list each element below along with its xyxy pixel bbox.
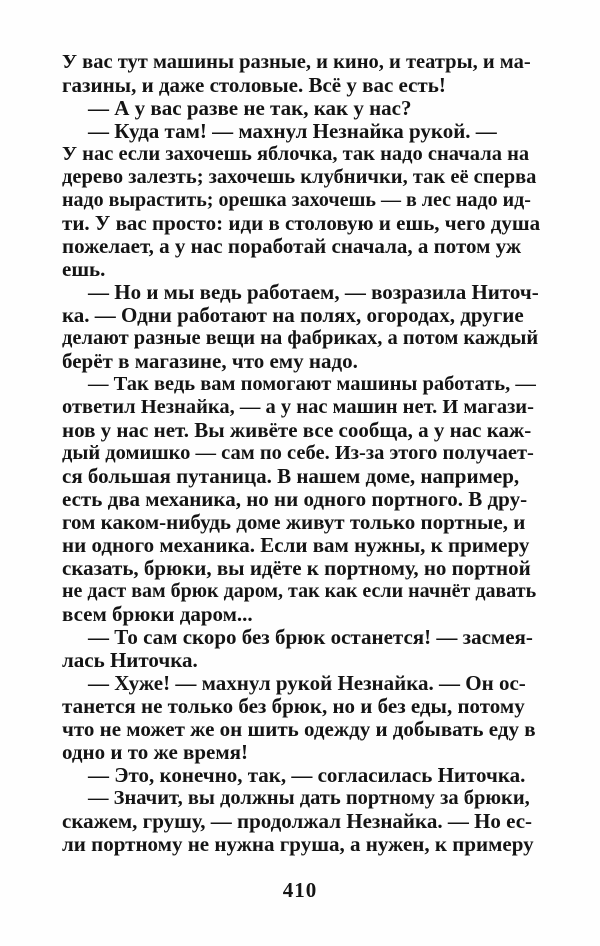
page-number: 410 xyxy=(282,878,318,902)
text-line: — Куда там! — махнул Незнайка рукой. — xyxy=(88,119,497,143)
text-line: танется не только без брюк, но и без еды, потому xyxy=(62,694,525,718)
text-line: дый домишко — сам по себе. Из-за этого получает- xyxy=(62,442,534,464)
text-line: ка. — Одни работают на полях, огородах, другие xyxy=(62,303,524,327)
text-line: — Значит, вы должны дать портному за брюки, xyxy=(88,787,530,809)
text-line: ся большая путаница. В нашем доме, например, xyxy=(62,464,520,488)
text-line: У вас тут машины разные, и кино, и театры, и ма- xyxy=(62,51,531,73)
text-line: одно и то же время! xyxy=(62,740,249,764)
text-line: сказать, брюки, вы идёте к портному, но портной xyxy=(62,556,531,580)
text-line: что не может же он шить одежду и добывать еду в xyxy=(62,717,536,741)
text-line: нов у нас нет. Вы живёте все сообща, а у нас каж- xyxy=(62,418,532,442)
text-line: дерево залезть; захочешь клубнички, так её сперва xyxy=(62,166,537,188)
text-line: — Это, конечно, так, — согласилась Ниточка. xyxy=(88,763,526,787)
text-line: не даст вам брюк даром, так как если начнёт давать xyxy=(62,580,537,602)
text-line: ли портному не нужна груша, а нужен, к примеру xyxy=(62,832,534,856)
text-line: — То сам скоро без брюк останется! — засмея- xyxy=(88,625,533,649)
text-line: газины, и даже столовые. Всё у вас есть! xyxy=(62,73,446,97)
text-line: лась Ниточка. xyxy=(62,648,198,672)
text-line: скажем, грушу, — продолжал Незнайка. — Но ес- xyxy=(62,809,533,833)
text-line: — Так ведь вам помогают машины работать, — xyxy=(88,373,536,395)
text-line: ти. У вас просто: иди в столовую и ешь, чего душа xyxy=(62,211,541,235)
text-line: — Но и мы ведь работаем, — возразила Ниточ- xyxy=(88,280,539,304)
text-line: надо вырастить; орешка захочешь — в лес надо ид- xyxy=(62,189,531,211)
text-line: ответил Незнайка, — а у нас машин нет. И магази- xyxy=(62,396,534,418)
text-line: — Хуже! — махнул рукой Незнайка. — Он ос- xyxy=(88,671,526,695)
text-line: всем брюки даром... xyxy=(62,602,253,626)
text-line: У нас если захочешь яблочка, так надо сначала на xyxy=(62,143,530,165)
text-line: ешь. xyxy=(62,257,106,281)
text-line: есть два механика, но ни одного портного. В дру- xyxy=(62,487,528,511)
text-line: — А у вас разве не так, как у нас? xyxy=(88,96,412,120)
text-line: ни одного механика. Если вам нужны, к примеру xyxy=(62,533,530,557)
text-line: пожелает, а у нас поработай сначала, а потом уж xyxy=(62,234,522,258)
text-line: гом каком-нибудь доме живут только портные, и xyxy=(62,510,526,534)
text-line: берёт в магазине, что ему надо. xyxy=(62,349,358,373)
text-line: делают разные вещи на фабриках, а потом каждый xyxy=(62,327,539,349)
